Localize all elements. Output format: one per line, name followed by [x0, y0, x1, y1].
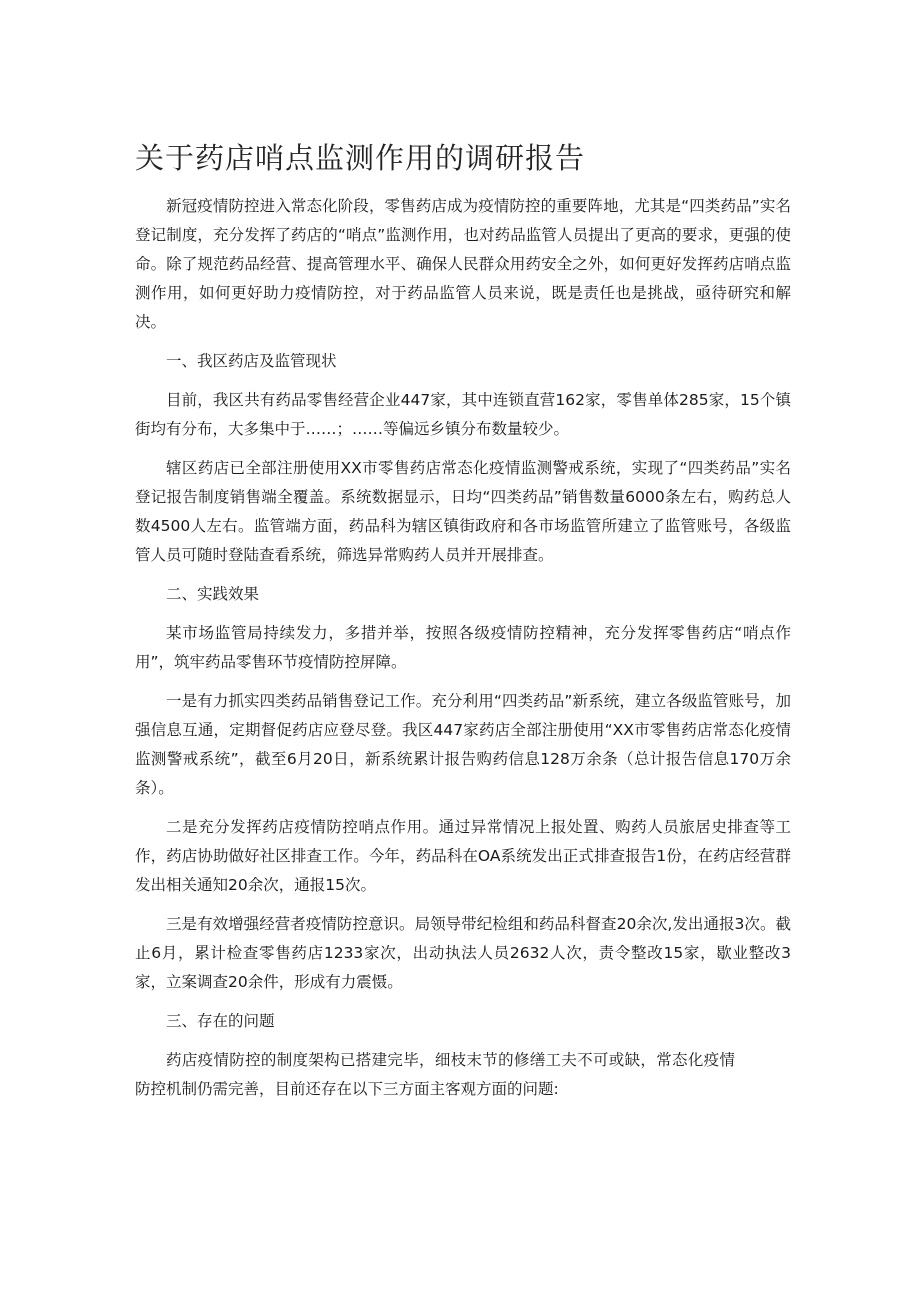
effect-paragraph-3: 三是有效增强经营者疫情防控意识。局领导带纪检组和药品科督查20余次,发出通报3次。截止6月，累计检查零售药店1233家次，出动执法人员2632人次，责令整改15家，歇业整改3家，立案调查20余件，形成有力震慑。 — [135, 915, 791, 991]
effect-paragraph-intro: 某市场监管局持续发力，多措并举，按照各级疫情防控精神，充分发挥零售药店“哨点作用”，筑牢药品零售环节疫情防控屏障。 — [135, 624, 791, 671]
effect-paragraph-1: 一是有力抓实四类药品销售登记工作。充分利用“四类药品”新系统，建立各级监管账号，加强信息互通，定期督促药店应登尽登。我区447家药店全部注册使用“XX市零售药店常态化疫情监测警戒系统”，截至6月20日，新系统累计报告购药信息128万余条（总计报告信息170万余条）。 — [135, 692, 791, 797]
status-paragraph-1: 目前，我区共有药品零售经营企业447家，其中连锁直营162家，零售单体285家，15个镇街均有分布，大多集中于……；……等偏远乡镇分布数量较少。 — [135, 391, 791, 438]
section-heading-2: 二、实践效果 — [166, 585, 260, 603]
problem-paragraph: 药店疫情防控的制度架构已搭建完毕，细枝末节的修缮工夫不可或缺，常态化疫情防控机制仍需完善，目前还存在以下三方面主客观方面的问题: — [135, 1051, 735, 1098]
document-title: 关于药店哨点监测作用的调研报告 — [135, 141, 586, 175]
intro-paragraph: 新冠疫情防控进入常态化阶段，零售药店成为疫情防控的重要阵地，尤其是“四类药品”实名登记制度，充分发挥了药店的“哨点”监测作用，也对药品监管人员提出了更高的要求，更强的使命。除了规范药品经营、提高管理水平、确保人民群众用药安全之外，如何更好发挥药店哨点监测作用，如何更好助力疫情防控，对于药品监管人员来说，既是责任也是挑战，亟待研究和解决。 — [135, 197, 791, 331]
section-heading-3: 三、存在的问题 — [166, 1012, 275, 1030]
section-heading-1: 一、我区药店及监管现状 — [166, 352, 337, 370]
status-paragraph-2: 辖区药店已全部注册使用XX市零售药店常态化疫情监测警戒系统，实现了“四类药品”实名登记报告制度销售端全覆盖。系统数据显示，日均“四类药品”销售数量6000条左右，购药总人数4500人左右。监管端方面，药品科为辖区镇街政府和各市场监管所建立了监管账号，各级监管人员可随时登陆查看系统，筛选异常购药人员并开展排查。 — [135, 459, 791, 564]
effect-paragraph-2: 二是充分发挥药店疫情防控哨点作用。通过异常情况上报处置、购药人员旅居史排查等工作，药店协助做好社区排查工作。今年，药品科在OA系统发出正式排查报告1份，在药店经营群发出相关通知20余次，通报15次。 — [135, 818, 791, 894]
document-body — [135, 192, 791, 1114]
